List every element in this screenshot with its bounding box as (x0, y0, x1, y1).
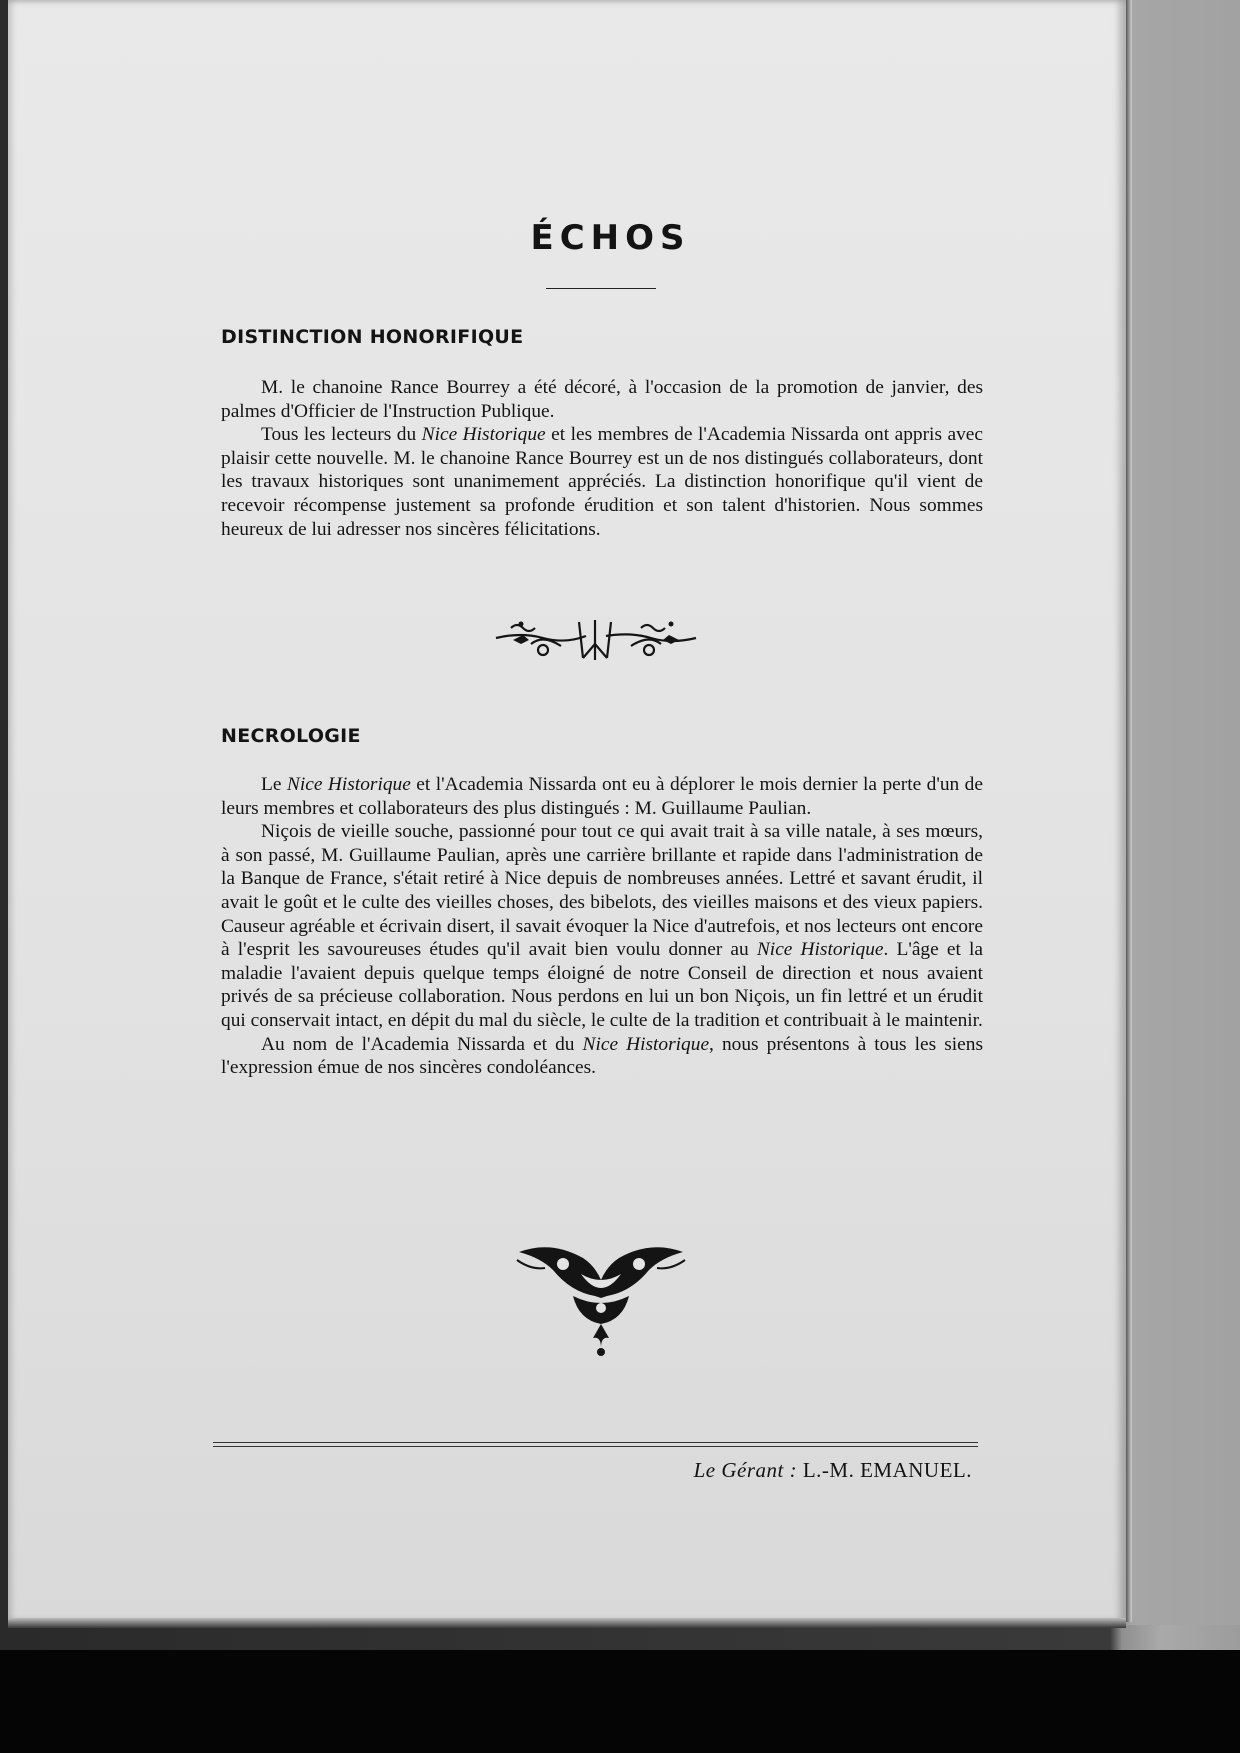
italic-title-run: Nice Historique (582, 1033, 710, 1055)
text-run: . L'âge et la maladie l'avaient depuis quelque temps éloigné de notre Conseil de direction et nous avaient privés de sa précieuse collaboration. Nous perdons en lui un bon Niçois, un fin lettré et un érudit qui conservait intact, en dépit du mal du siècle, le culte de la tradition et contribuait à le maintenir. (221, 939, 983, 1031)
paragraph (221, 773, 983, 820)
section-heading-necrologie: NECROLOGIE (221, 725, 361, 747)
text-run: et l'Academia Nissarda ont eu à déplorer le mois dernier la perte d'un de leurs membres et collaborateurs des plus distingués : M. Guillaume Paulian. (221, 774, 983, 819)
title-rule (546, 288, 656, 289)
ornament-tailpiece-icon (511, 1240, 691, 1360)
italic-title-run: Nice Historique (286, 774, 411, 795)
paragraph (221, 423, 983, 541)
scanner-bed (0, 1650, 1240, 1753)
text-run: Tous les lecteurs du (261, 424, 422, 446)
section-body-distinction (221, 376, 983, 541)
signature (694, 1458, 972, 1483)
paragraph (221, 820, 983, 1032)
document-page (8, 0, 1126, 1622)
signature-label: Le Gérant : (693, 1458, 798, 1482)
text-run: et les membres de l'Academia Nissarda ont appris avec plaisir cette nouvelle. M. le chanoine Rance Bourrey est un de nos distingués collaborateurs, dont les travaux historiques sont unanimement appréciés. La distinction honorifique qu'il vient de recevoir récompense justement sa profonde érudition et son talent d'historien. Nous sommes heureux de lui adresser nos sincères félicitations. (221, 424, 983, 540)
italic-title-run: Nice Historique (756, 939, 884, 961)
paragraph (221, 1033, 983, 1080)
text-run: Niçois de vieille souche, passionné pour tout ce qui avait trait à sa ville natale, à ses mœurs, à son passé, M. Guillaume Paulian, après une carrière brillante et rapide dans l'administration de la Banque de France, s'était retiré à Nice depuis de nombreuses années. Lettré et savant érudit, il avait le goût et le culte des vieilles choses, des bibelots, des vieilles maisons et des vieux papiers. Causeur agréable et écrivain disert, il savait évoquer la Nice d'autrefois, et nos lecteurs ont encore à l'esprit les savoureuses études qu'il avait bien voulu donner au (221, 821, 983, 961)
italic-title-run: Nice Historique (421, 424, 546, 446)
text-run: , nous présentons à tous les siens l'expression émue de nos sincères condoléances. (221, 1033, 983, 1079)
page-bottom-edge (8, 1618, 1126, 1628)
paragraph (221, 376, 983, 423)
section-body-necrologie (221, 773, 983, 1080)
page-title: ÉCHOS (530, 218, 691, 258)
signature-name: L.-M. EMANUEL. (802, 1458, 972, 1482)
ornament-divider-icon (491, 614, 701, 664)
footer-rule (213, 1442, 978, 1447)
section-heading-distinction: DISTINCTION HONORIFIQUE (221, 326, 524, 348)
text-run: M. le chanoine Rance Bourrey a été décoré, à l'occasion de la promotion de janvier, des palmes d'Officier de l'Instruction Publique. (221, 377, 983, 422)
page-edge (1126, 0, 1132, 1622)
text-run: Au nom de l'Academia Nissarda et du (261, 1033, 583, 1055)
text-run: Le (261, 774, 287, 795)
